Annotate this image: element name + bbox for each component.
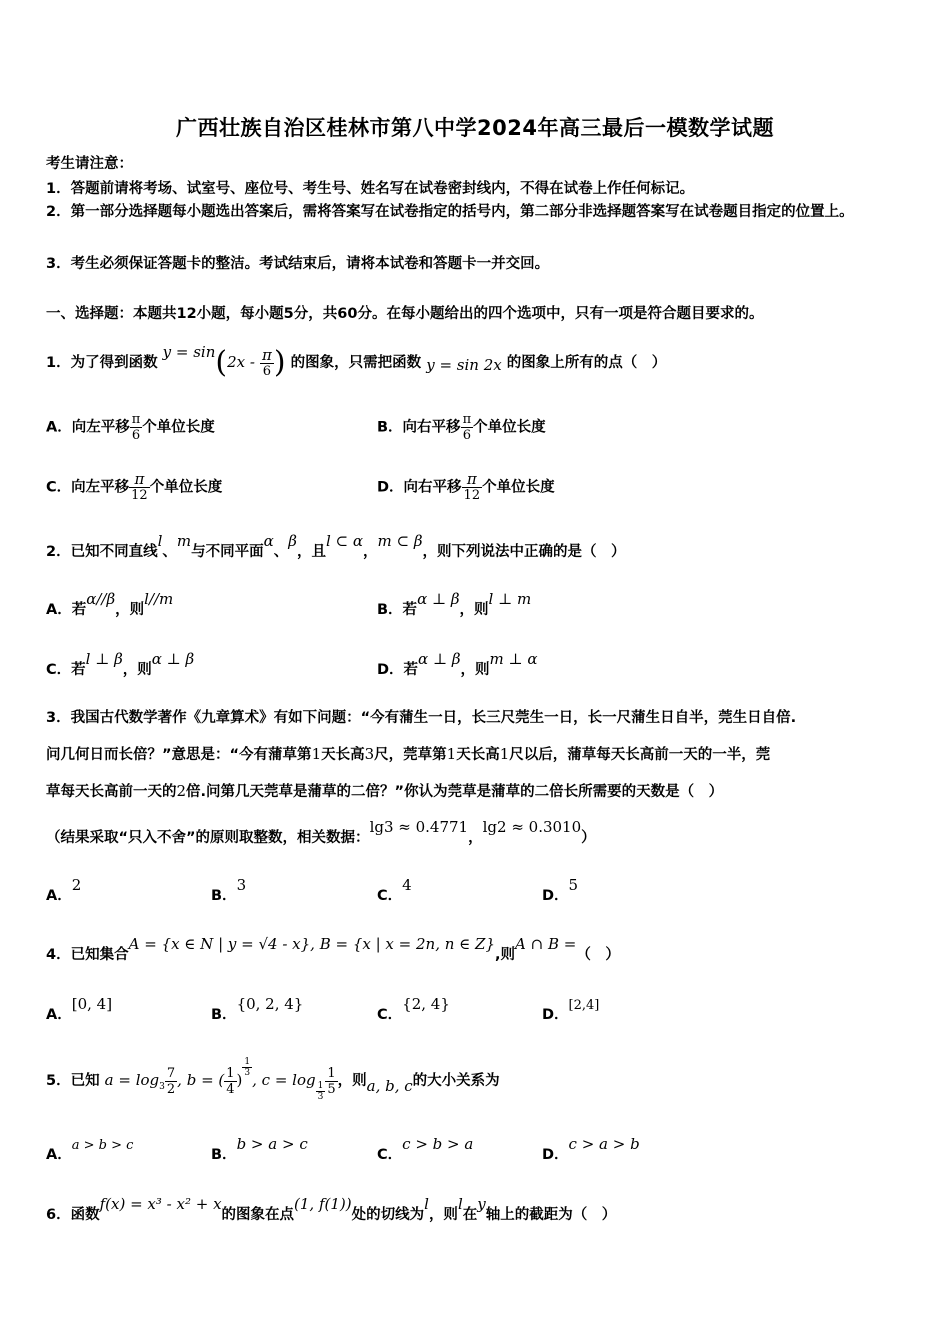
q2-text-7: ，则下列说法中正确的是（ ） <box>422 544 626 560</box>
q1-suffix: 的图象上所有的点（ ） <box>506 355 667 371</box>
q3-n3: 3 <box>364 745 375 763</box>
q3-l4-c: ） <box>581 830 596 846</box>
q1-prefix: 1．为了得到函数 <box>46 355 158 371</box>
q3-n2: 2 <box>176 782 187 800</box>
q3-n1: 1 <box>311 745 322 763</box>
q2-b-result: l ⊥ m <box>488 590 532 608</box>
q1-fraction <box>260 345 274 379</box>
q1-function-1: y = sin <box>162 343 216 361</box>
q2-plane-beta: β <box>288 532 297 550</box>
q5-a-expr: a = log <box>104 1071 160 1089</box>
q1-fraction-den: 6 <box>262 363 272 379</box>
q2-text-4: 、 <box>273 544 289 560</box>
q1-b-text: 个单位长度 <box>473 419 546 436</box>
q1-a-fraction <box>130 412 143 443</box>
q2-b-label: B．若 <box>377 602 418 618</box>
q3-lg2: lg2 ≈ 0.3010 <box>482 818 582 836</box>
question-3-line-3 <box>46 780 723 801</box>
q4-d-label: D． <box>542 1007 569 1023</box>
q2-d-then: ，则 <box>460 662 490 678</box>
q5-c-base-den: 3 <box>317 1091 324 1102</box>
notice-item-1: 1．答题前请将考场、试室号、座位号、考生号、姓名写在试卷密封线内，不得在试卷上作任何标记。 <box>46 181 695 197</box>
q4-option-a[interactable] <box>46 995 113 1024</box>
q6-line-l: l <box>424 1195 429 1213</box>
q4-suffix: （ ） <box>576 947 620 963</box>
q1-b-den: 6 <box>462 428 471 443</box>
question-3-line-4 <box>46 818 596 847</box>
q2-a-cond: α//β <box>86 590 116 608</box>
q1-function-2: y = sin 2x <box>426 356 502 374</box>
q2-option-a[interactable] <box>46 590 174 619</box>
q4-a-label: A． <box>46 1007 72 1023</box>
q2-a-then: ，则 <box>115 602 145 618</box>
q2-a-label: A．若 <box>46 602 87 618</box>
q1-option-b[interactable] <box>377 412 546 443</box>
q2-option-d[interactable] <box>377 650 538 679</box>
q5-suffix: 的大小关系为 <box>412 1073 500 1089</box>
q4-b-label: B． <box>211 1007 237 1023</box>
q2-cond-1: l ⊂ α <box>325 532 363 550</box>
q2-b-cond: α ⊥ β <box>417 590 460 608</box>
q4-middle: ,则 <box>495 947 516 963</box>
q2-text-2: 、 <box>162 544 177 560</box>
q3-l3-a: 草每天长高前一天的 <box>46 784 177 800</box>
q5-a-num: 7 <box>166 1065 176 1081</box>
q2-d-result: m ⊥ α <box>489 650 538 668</box>
q5-a-base: 3 <box>159 1081 165 1092</box>
q2-line-m: m <box>176 532 192 550</box>
q2-d-cond: α ⊥ β <box>418 650 461 668</box>
q1-a-num: π <box>131 412 141 427</box>
q3-b-label: B． <box>211 888 237 904</box>
q5-d-label: D． <box>542 1147 569 1163</box>
q5-c-expr: , c = log <box>252 1071 316 1089</box>
q2-option-c[interactable] <box>46 650 195 679</box>
q2-text-6: ， <box>362 544 378 560</box>
q6-middle-3: ，则 <box>428 1207 458 1223</box>
q2-text-3: 与不同平面 <box>191 544 264 560</box>
q3-l4-b: ， <box>468 830 483 846</box>
q1-c-den: 12 <box>131 488 148 503</box>
q5-b-value: b > a > c <box>236 1135 308 1153</box>
q4-d-value: [2,4] <box>568 998 600 1013</box>
question-3-line-1: 3．我国古代数学著作《九章算术》有如下问题：“今有蒲生一日，长三尺莞生一日，长一尺蒲生日自半，莞生日自倍. <box>46 710 797 726</box>
q2-c-cond: l ⊥ β <box>85 650 123 668</box>
q3-d-value: 5 <box>568 876 579 894</box>
q4-c-value: {2, 4} <box>402 995 450 1013</box>
q3-d-label: D． <box>542 888 569 904</box>
q3-n1c: 1 <box>499 745 510 763</box>
q1-c-num: π <box>129 472 150 488</box>
q5-b-den: 4 <box>226 1081 235 1097</box>
q6-y-axis: y <box>477 1195 486 1213</box>
q5-d-value: c > a > b <box>568 1135 640 1153</box>
q3-a-value: 2 <box>71 876 82 894</box>
q1-c-label: C．向左平移 <box>46 479 130 496</box>
q5-a-value: a > b > c <box>71 1138 134 1153</box>
q5-c-value: c > b > a <box>402 1135 474 1153</box>
q5-b-exp-num: 1 <box>244 1056 251 1067</box>
q5-abc: a, b, c <box>366 1077 413 1095</box>
notice-heading: 考生请注意： <box>46 156 133 172</box>
q1-middle: 的图象，只需把函数 <box>290 355 422 371</box>
q2-c-then: ，则 <box>122 662 152 678</box>
q1-option-a[interactable] <box>46 412 215 443</box>
q4-sets: A = {x ∈ N | y = √4 - x}, B = {x | x = 2n, n ∈ Z} <box>128 935 496 953</box>
q1-d-text: 个单位长度 <box>482 479 555 496</box>
q4-c-label: C． <box>377 1007 403 1023</box>
q1-left-paren: ( <box>215 345 228 380</box>
q6-function: f(x) = x³ - x² + x <box>99 1195 222 1213</box>
q5-option-a[interactable] <box>46 1138 134 1164</box>
q3-c-label: C． <box>377 888 403 904</box>
question-2 <box>46 532 626 561</box>
q5-a-den: 2 <box>166 1081 176 1097</box>
q6-suffix: 轴上的截距为（ ） <box>485 1207 617 1223</box>
q3-a-label: A． <box>46 888 72 904</box>
q2-text-1: 2．已知不同直线 <box>46 544 158 560</box>
question-6 <box>46 1195 617 1224</box>
q3-l2-d: 天长高 <box>456 747 500 763</box>
section-heading: 一、选择题：本题共12小题，每小题5分，共60分。在每小题给出的四个选项中，只有一项是符合题目要求的。 <box>46 306 764 322</box>
q3-l2-c: 尺，莞草第 <box>374 747 447 763</box>
q1-c-fraction <box>129 472 150 503</box>
q1-b-label: B．向右平移 <box>377 419 461 436</box>
q1-inner: 2x - <box>227 353 255 371</box>
q5-option-c[interactable] <box>377 1135 474 1164</box>
q3-b-value: 3 <box>236 876 247 894</box>
q4-option-d[interactable] <box>542 998 600 1024</box>
q2-option-b[interactable] <box>377 590 532 619</box>
q3-option-c[interactable] <box>377 876 412 905</box>
q1-option-c[interactable] <box>46 472 222 503</box>
question-1 <box>46 340 666 385</box>
notice-item-3: 3．考生必须保证答题卡的整洁。考试结束后，请将本试卷和答题卡一并交回。 <box>46 256 550 272</box>
q4-b-value: {0, 2, 4} <box>236 995 304 1013</box>
q4-option-b[interactable] <box>211 995 304 1024</box>
q5-b-num: 1 <box>226 1065 235 1081</box>
q1-a-text: 个单位长度 <box>142 419 215 436</box>
q3-l2-a: 问几何日而长倍？”意思是：“今有蒲草第 <box>46 747 312 763</box>
q3-option-b[interactable] <box>211 876 247 905</box>
q6-middle-1: 的图象在点 <box>221 1207 295 1223</box>
q5-a-fraction <box>165 1066 177 1097</box>
q3-c-value: 4 <box>402 876 412 894</box>
page-title: 广西壮族自治区桂林市第八中学2024年高三最后一模数学试题 <box>176 116 774 140</box>
q5-c-fraction <box>325 1066 337 1097</box>
q3-l4-a: （结果采取“只入不舍”的原则取整数，相关数据： <box>46 830 370 846</box>
q1-b-num: π <box>462 412 472 427</box>
q3-l2-b: 天长高 <box>321 747 365 763</box>
q5-middle: ，则 <box>337 1073 367 1089</box>
q3-option-d[interactable] <box>542 876 579 905</box>
q6-line-l-2: l <box>457 1195 463 1213</box>
question-5: 5．已知 $a = \log_3$ $\frac{7}{2}$ , b = ( $\frac{1}{4}$ ) $\frac{1}{3}$ , c = log $\frac{1}{3}$ $\frac{1}{5}$ ，则a, b, c的大小关系为 <box>46 1056 500 1102</box>
q5-a-label: A． <box>46 1147 72 1163</box>
q1-option-d[interactable] <box>377 472 555 503</box>
q5-b-expr: , b = ( <box>177 1071 225 1089</box>
q5-b-fraction <box>224 1066 236 1097</box>
q4-option-c[interactable] <box>377 995 450 1024</box>
q3-l3-b: 倍.问第几天莞草是蒲草的二倍？”你认为莞草是蒲草的二倍长所需要的天数是（ ） <box>186 784 724 800</box>
q1-right-paren: ) <box>273 345 286 380</box>
question-3-line-2 <box>46 743 770 764</box>
q2-c-label: C．若 <box>46 662 86 678</box>
q2-cond-2: m ⊂ β <box>377 532 423 550</box>
q4-prefix: 4．已知集合 <box>46 947 129 963</box>
q2-a-result: l//m <box>144 590 174 608</box>
q3-option-a[interactable] <box>46 876 82 905</box>
q5-c-num: 1 <box>327 1065 336 1081</box>
q1-c-text: 个单位长度 <box>149 479 223 496</box>
notice-item-2: 2．第一部分选择题每小题选出答案后，需将答案写在试卷指定的括号内，第二部分非选择题答案写在试卷题目指定的位置上。 <box>46 204 854 220</box>
q5-c-base <box>316 1081 326 1102</box>
q6-point: (1, f(1)) <box>294 1195 352 1213</box>
q2-c-result: α ⊥ β <box>151 650 195 668</box>
q3-n1b: 1 <box>446 745 457 763</box>
q5-option-b[interactable] <box>211 1135 308 1164</box>
q2-d-label: D．若 <box>377 662 419 678</box>
q5-prefix: 5．已知 <box>46 1073 100 1089</box>
q2-plane-alpha: α <box>263 532 274 550</box>
q5-c-label: C． <box>377 1147 403 1163</box>
q1-fraction-num: π <box>262 345 272 364</box>
q1-a-den: 6 <box>131 428 141 443</box>
q6-middle-4: 在 <box>462 1207 478 1223</box>
q3-l2-e: 尺以后，蒲草每天长高前一天的一半，莞 <box>509 747 771 763</box>
q2-b-then: ，则 <box>459 602 489 618</box>
q5-b-label: B． <box>211 1147 237 1163</box>
q1-b-fraction <box>461 412 474 443</box>
q1-d-fraction <box>462 472 483 503</box>
q4-expression: A ∩ B = <box>515 935 577 953</box>
q5-c-den: 5 <box>327 1081 336 1097</box>
q5-option-d[interactable] <box>542 1135 640 1164</box>
q1-d-num: π <box>462 472 483 488</box>
q4-a-value: [0, 4] <box>71 995 113 1013</box>
q5-c-base-num: 1 <box>317 1080 324 1091</box>
q2-line-l: l <box>157 532 163 550</box>
q5-b-exp-den: 3 <box>244 1067 251 1078</box>
q1-d-label: D．向右平移 <box>377 479 462 496</box>
q1-d-den: 12 <box>463 488 481 503</box>
q1-a-label: A．向左平移 <box>46 419 130 436</box>
q6-prefix: 6．函数 <box>46 1207 100 1223</box>
q5-b-exponent <box>242 1057 252 1078</box>
question-4 <box>46 935 620 964</box>
q6-middle-2: 处的切线为 <box>351 1207 425 1223</box>
q3-lg3: lg3 ≈ 0.4771 <box>369 818 469 836</box>
q2-text-5: ，且 <box>296 544 326 560</box>
